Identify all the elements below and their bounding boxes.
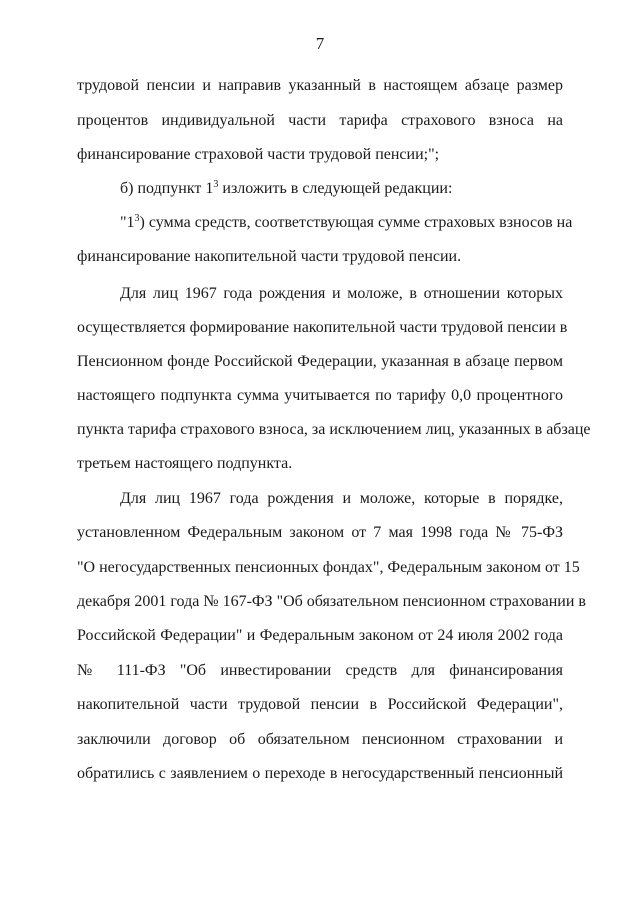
text-line: Пенсионном фонде Российской Федерации, указанная в абзаце первом [77,353,563,370]
text-fragment: "1 [120,214,135,231]
text-line: пункта тарифа страхового взноса, за исключением лиц, указанных в абзаце [77,421,591,438]
text-line: финансирование накопительной части трудовой пенсии. [77,248,462,265]
page-number: 7 [315,34,325,53]
text-line: настоящего подпункта сумма учитывается по тарифу 0,0 процентного [77,387,563,404]
text-line: Для лиц 1967 года рождения и моложе, в отношении которых [120,285,563,302]
text-line: трудовой пенсии и направив указанный в настоящем абзаце размер [77,77,563,94]
text-line: "О негосударственных пенсионных фондах", Федеральным законом от 15 [77,559,580,576]
superscript: 3 [213,179,219,190]
text-line [120,213,573,232]
text-line: осуществляется формирование накопительной части трудовой пенсии в [77,319,568,336]
text-line [120,180,452,198]
text-line: обратились с заявлением о переходе в негосударственный пенсионный [77,765,563,782]
text-fragment: изложить в следующей редакции: [218,180,453,197]
superscript: 3 [134,213,140,224]
text-line: установленном Федеральным законом от 7 мая 1998 года № 75-ФЗ [77,524,563,541]
text-line: заключили договор об обязательном пенсионном страховании и [77,731,563,748]
text-line: Российской Федерации" и Федеральным законом от 24 июля 2002 года [77,627,563,644]
text-line: № 111-ФЗ "Об инвестировании средств для финансирования [77,662,563,679]
text-fragment: б) подпункт 1 [120,180,214,197]
text-fragment: ) сумма средств, соответствующая сумме страховых взносов на [139,214,573,231]
text-line: процентов индивидуальной части тарифа страхового взноса на [77,112,563,129]
text-line: декабря 2001 года № 167-ФЗ "Об обязательном пенсионном страховании в [77,593,586,610]
text-line: Для лиц 1967 года рождения и моложе, которые в порядке, [120,490,563,507]
text-line: накопительной части трудовой пенсии в Российской Федерации", [77,696,563,713]
text-line: финансирование страховой части трудовой пенсии;"; [77,146,440,163]
text-line: третьем настоящего подпункта. [77,455,293,472]
